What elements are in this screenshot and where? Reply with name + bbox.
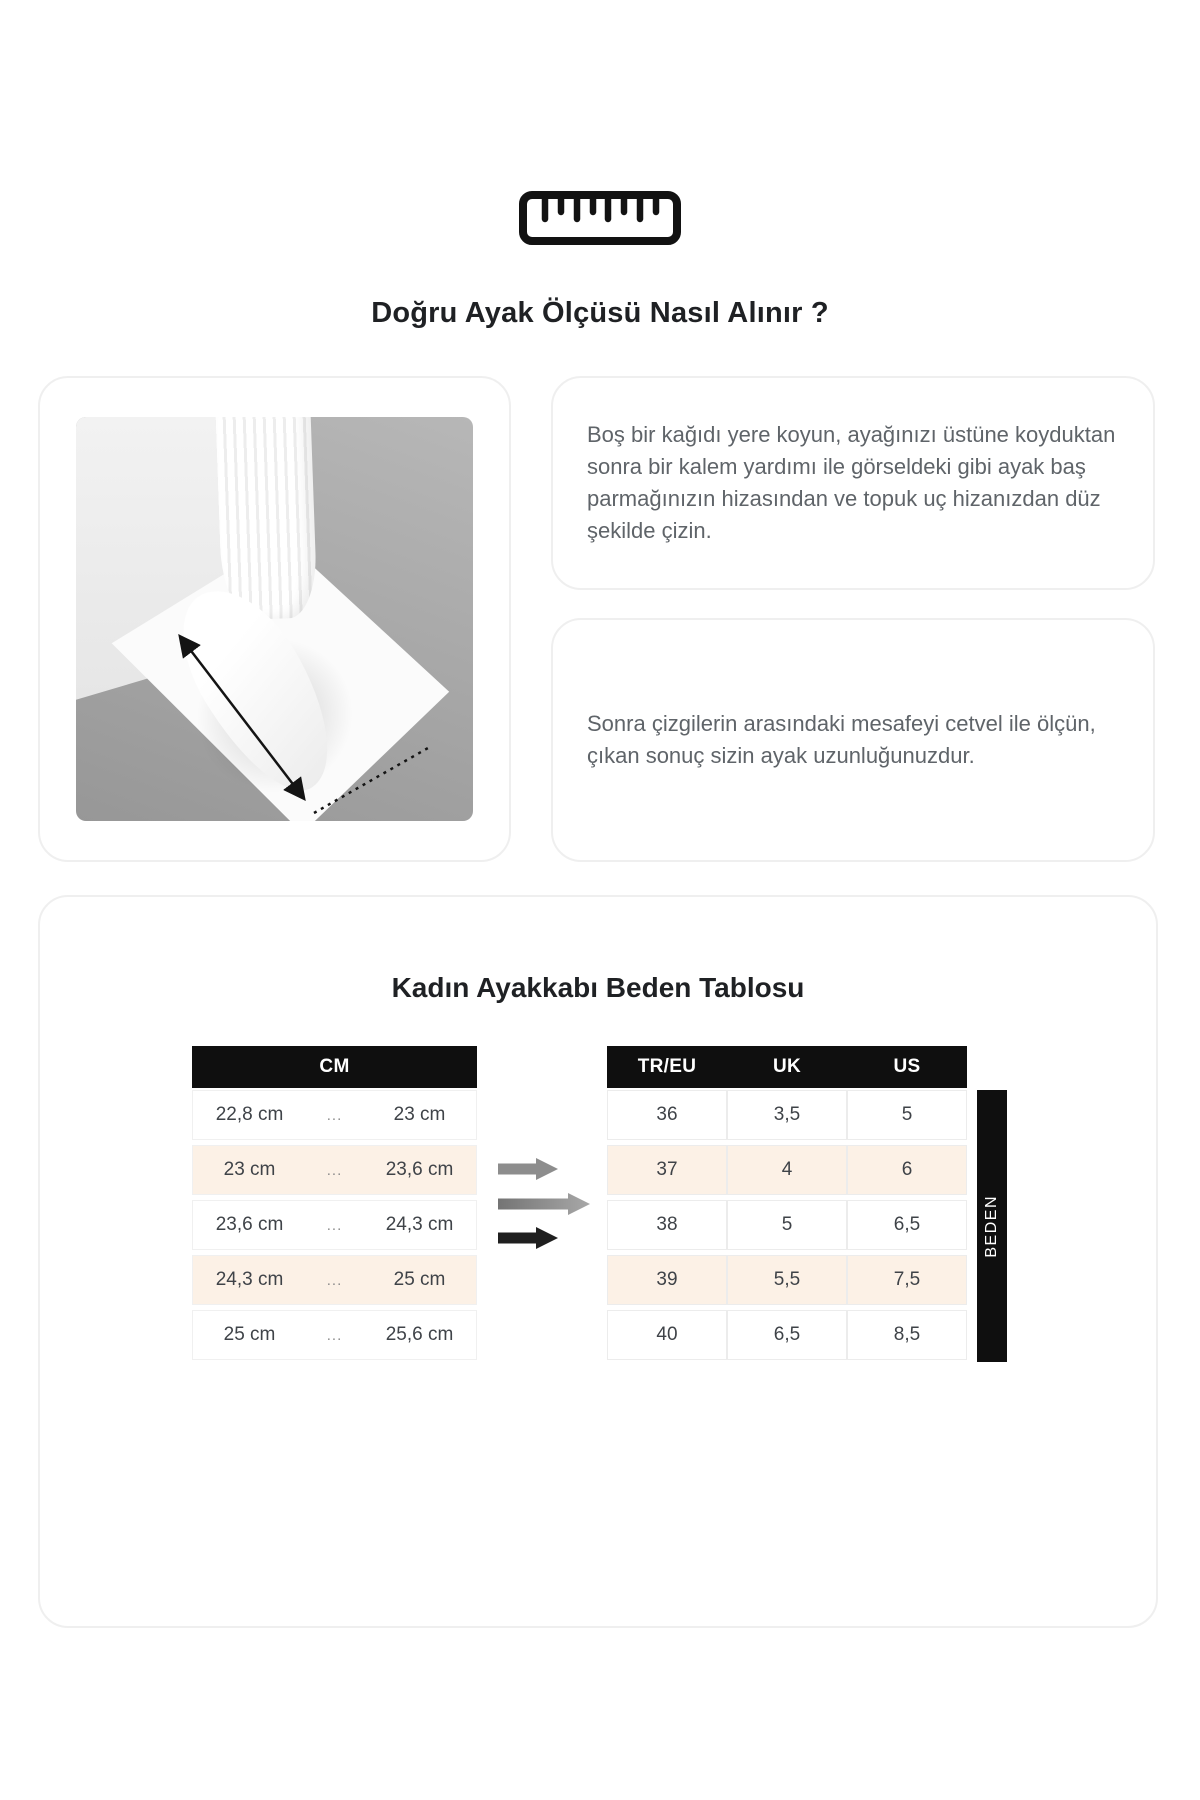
range-dots: ...: [306, 1255, 363, 1305]
instructions-section: [38, 376, 1158, 862]
size-us: 6: [847, 1145, 967, 1195]
size-eu: 36: [607, 1090, 727, 1140]
range-dots: ...: [306, 1145, 363, 1195]
instruction-step-1: [551, 376, 1155, 590]
size-eu: 37: [607, 1145, 727, 1195]
table-row: [607, 1255, 967, 1305]
size-us: 8,5: [847, 1310, 967, 1360]
instruction-steps: [551, 376, 1155, 862]
beden-label: BEDEN: [983, 1194, 1000, 1258]
column-header-treu: TR/EU: [637, 1056, 697, 1077]
cm-table: [192, 1046, 477, 1360]
table-row: [607, 1310, 967, 1360]
size-us: 7,5: [847, 1255, 967, 1305]
size-uk: 3,5: [727, 1090, 847, 1140]
table-row: [192, 1255, 477, 1305]
cm-from: 23,6 cm: [192, 1200, 306, 1250]
range-dots: ...: [306, 1200, 363, 1250]
measurement-arrow-icon: [76, 417, 473, 821]
foot-measurement-photo: [76, 417, 473, 821]
instruction-step-2-text: Sonra çizgilerin arasındaki mesafeyi cetvel ile ölçün, çıkan sonuç sizin ayak uzunluğunuzdur.: [587, 711, 1096, 768]
instruction-step-2: [551, 618, 1155, 862]
size-uk: 5: [727, 1200, 847, 1250]
instruction-step-1-text: Boş bir kağıdı yere koyun, ayağınızı üstüne koyduktan sonra bir kalem yardımı ile görseldeki gibi ayak baş parmağınızın hizasından ve topuk uç hizanızdan düz şekilde çizin.: [587, 422, 1116, 543]
table-row: [607, 1090, 967, 1140]
table-row: [192, 1200, 477, 1250]
cm-from: 23 cm: [192, 1145, 306, 1195]
range-dots: ...: [306, 1090, 363, 1140]
conversion-table: [607, 1046, 967, 1360]
measurement-photo-card: [38, 376, 511, 862]
size-us: 6,5: [847, 1200, 967, 1250]
size-eu: 38: [607, 1200, 727, 1250]
column-header-uk: UK: [772, 1056, 802, 1077]
column-header-us: US: [893, 1056, 921, 1077]
range-dots: ...: [306, 1310, 363, 1360]
table-row: [192, 1310, 477, 1360]
ruler-icon: [0, 190, 1200, 246]
cm-to: 25 cm: [363, 1255, 477, 1305]
table-row: [192, 1090, 477, 1140]
size-uk: 6,5: [727, 1310, 847, 1360]
size-uk: 5,5: [727, 1255, 847, 1305]
cm-from: 22,8 cm: [192, 1090, 306, 1140]
size-eu: 39: [607, 1255, 727, 1305]
conversion-table-header: [607, 1046, 967, 1088]
size-chart-title: Kadın Ayakkabı Beden Tablosu: [391, 972, 805, 1004]
table-row: [192, 1145, 477, 1195]
cm-table-header: CM: [192, 1046, 477, 1088]
cm-to: 25,6 cm: [363, 1310, 477, 1360]
table-row: [607, 1200, 967, 1250]
table-row: [607, 1145, 967, 1195]
page-title: Doğru Ayak Ölçüsü Nasıl Alınır ?: [371, 297, 829, 330]
cm-from: 24,3 cm: [192, 1255, 306, 1305]
cm-to: 23,6 cm: [363, 1145, 477, 1195]
size-us: 5: [847, 1090, 967, 1140]
cm-from: 25 cm: [192, 1310, 306, 1360]
cm-to: 24,3 cm: [363, 1200, 477, 1250]
size-chart-card: [38, 895, 1158, 1628]
beden-side-bar: [977, 1090, 1007, 1362]
size-eu: 40: [607, 1310, 727, 1360]
cm-to: 23 cm: [363, 1090, 477, 1140]
size-uk: 4: [727, 1145, 847, 1195]
transfer-arrows-icon: [498, 1157, 592, 1252]
